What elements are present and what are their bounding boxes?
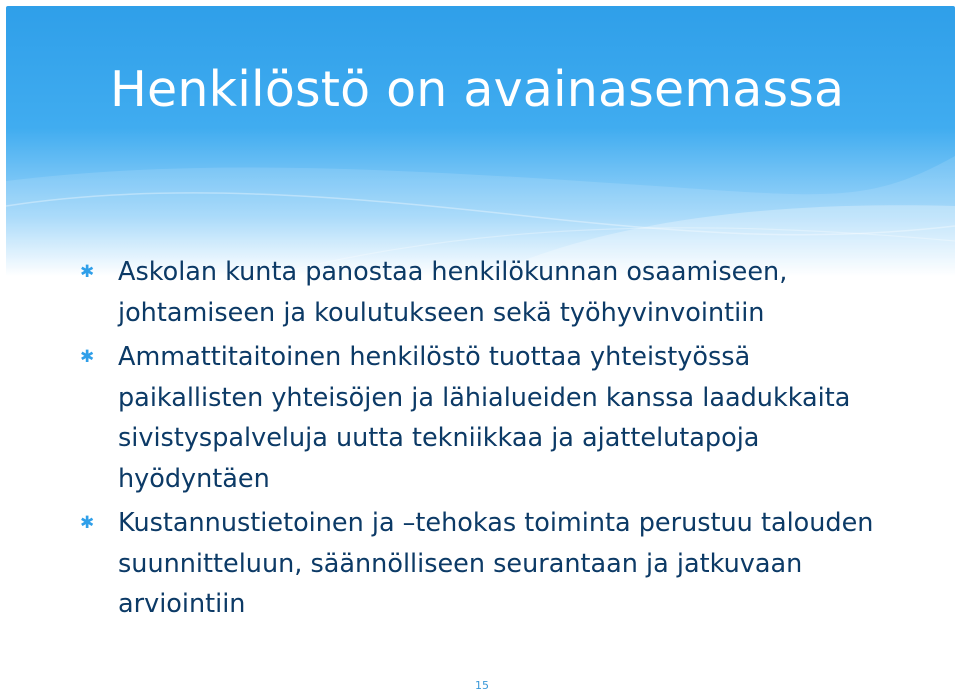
asterisk-bullet-icon: ✱ — [80, 347, 95, 367]
asterisk-bullet-icon: ✱ — [80, 513, 95, 533]
bullet-text: Askolan kunta panostaa henkilökunnan osaamiseen, johtamiseen ja koulutukseen sekä työhyvinvointiin — [118, 257, 788, 328]
banner-wave-decoration — [6, 6, 955, 276]
slide-title: Henkilöstö on avainasemassa — [110, 61, 845, 118]
asterisk-bullet-icon: ✱ — [80, 262, 95, 282]
bullet-list — [80, 252, 880, 629]
bullet-item — [80, 337, 880, 499]
bullet-text: Ammattitaitoinen henkilöstö tuottaa yhteistyössä paikallisten yhteisöjen ja lähialueiden kanssa laadukkaita sivistyspalveluja uutta tekniikkaa ja ajattelutapoja hyödyntäen — [118, 342, 851, 494]
bullet-item — [80, 252, 880, 333]
bullet-item — [80, 503, 880, 625]
title-banner — [6, 6, 955, 276]
page-number: 15 — [475, 679, 489, 692]
bullet-text: Kustannustietoinen ja –tehokas toiminta perustuu talouden suunnitteluun, säännölliseen seurantaan ja jatkuvaan arviointiin — [118, 508, 874, 619]
